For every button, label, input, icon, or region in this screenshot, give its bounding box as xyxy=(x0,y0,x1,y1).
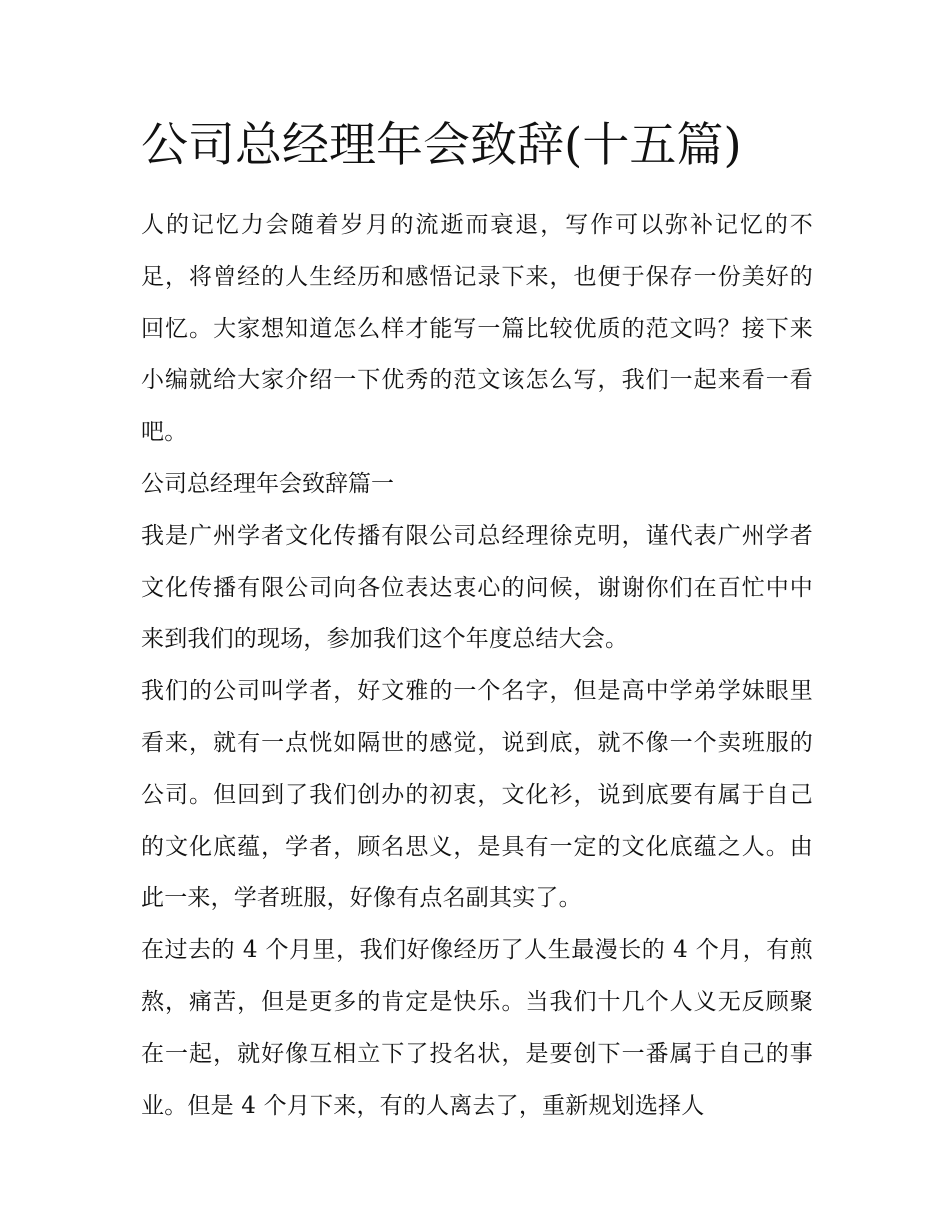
body-paragraph-2: 我们的公司叫学者，好文雅的一个名字，但是高中学弟学妹眼里看来，就有一点恍如隔世的感觉，说到底，就不像一个卖班服的公司。但回到了我们创办的初衷，文化衫，说到底要有属于自己的文化底蕴，学者，顾名思义，是具有一定的文化底蕴之人。由此一来，学者班服，好像有点名副其实了。 xyxy=(141,678,813,912)
section-heading: 公司总经理年会致辞篇一 xyxy=(141,470,394,497)
document-title: 公司总经理年会致辞(十五篇) xyxy=(141,118,742,173)
body-paragraph-1: 我是广州学者文化传播有限公司总经理徐克明，谨代表广州学者文化传播有限公司向各位表达衷心的问候，谢谢你们在百忙中中来到我们的现场，参加我们这个年度总结大会。 xyxy=(141,522,813,653)
document-page xyxy=(141,112,813,1132)
intro-paragraph: 人的记忆力会随着岁月的流逝而衰退，写作可以弥补记忆的不足，将曾经的人生经历和感悟记录下来，也便于保存一份美好的回忆。大家想知道怎么样才能写一篇比较优质的范文吗？接下来小编就给大家介绍一下优秀的范文该怎么写，我们一起来看一看吧。 xyxy=(141,212,813,446)
body-paragraph-3: 在过去的 4 个月里，我们好像经历了人生最漫长的 4 个月，有煎熬，痛苦，但是更多的肯定是快乐。当我们十几个人义无反顾聚在一起，就好像互相立下了投名状，是要创下一番属于自己的事业。但是 4 个月下来，有的人离去了，重新规划选择人 xyxy=(141,937,813,1119)
